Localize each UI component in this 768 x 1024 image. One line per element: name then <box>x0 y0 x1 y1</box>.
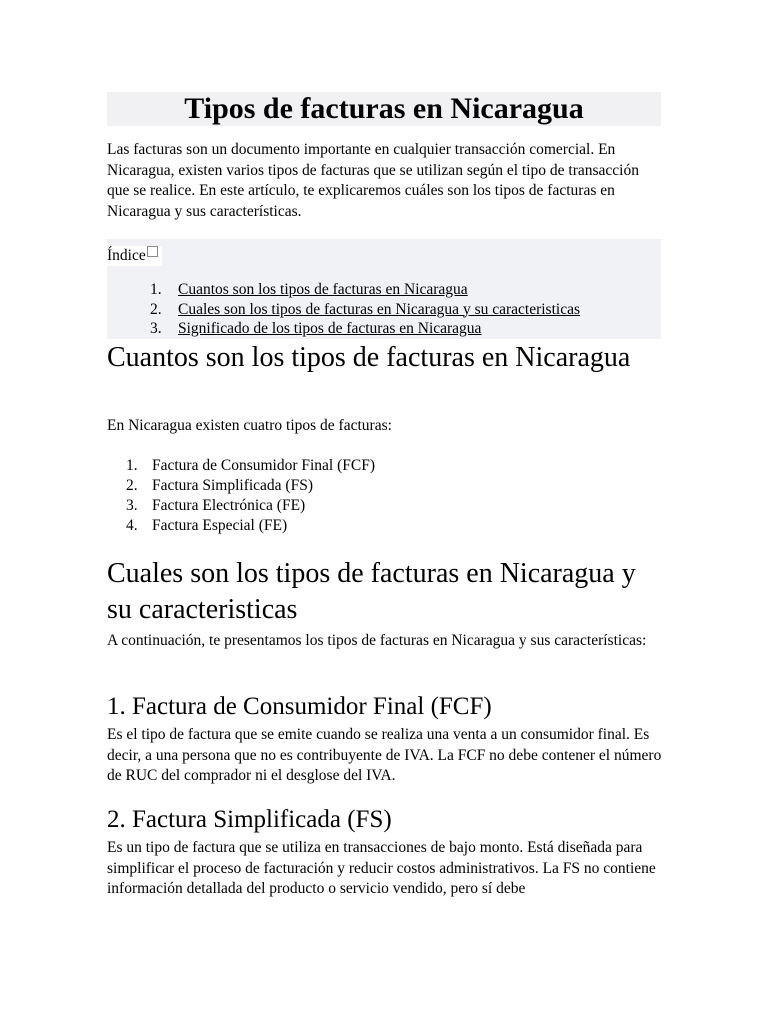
section-heading-cuales: Cuales son los tipos de facturas en Nicaragua y su caracteristicas <box>107 558 636 625</box>
list-item-label: Factura de Consumidor Final (FCF) <box>152 457 376 474</box>
toc-toggle-icon[interactable] <box>147 246 158 257</box>
list-item-number: 3. <box>126 497 138 514</box>
list-item-number: 1. <box>126 457 138 474</box>
list-item-label: Factura Electrónica (FE) <box>152 497 306 514</box>
toc-list <box>150 280 580 339</box>
toc-heading <box>107 246 162 266</box>
toc-item-number: 1. <box>150 281 162 298</box>
list-item-label: Factura Especial (FE) <box>152 517 288 534</box>
toc-heading-label: Índice <box>107 247 146 264</box>
intro-paragraph: Las facturas son un documento importante en cualquier transacción comercial. En Nicaragua, existen varios tipos de facturas que se utilizan según el tipo de transacción que se realice. En este artículo, te explicaremos cuáles son los tipos de facturas en Nicaragua y sus características. <box>107 141 639 220</box>
page-title: Tipos de facturas en Nicaragua <box>184 92 584 125</box>
toc-link-cuales[interactable]: Cuales son los tipos de facturas en Nicaragua y su caracteristicas <box>178 300 580 318</box>
list-item-label: Factura Simplificada (FS) <box>152 477 313 494</box>
list-item <box>126 476 375 496</box>
toc-item <box>150 300 580 320</box>
subsection-heading-fs: 2. Factura Simplificada (FS) <box>107 806 392 833</box>
toc-item-number: 2. <box>150 300 162 318</box>
factura-types-list <box>126 456 375 536</box>
toc-item <box>150 319 580 339</box>
title-banner <box>107 92 661 126</box>
subsection-fcf-text: Es el tipo de factura que se emite cuando se realiza una venta a un consumidor final. Es decir, a una persona que no es contribuyente de IVA. La FCF no debe contener el número de RUC del comprador ni el desglose del IVA. <box>107 726 662 784</box>
list-item <box>126 456 375 476</box>
list-item <box>126 496 375 516</box>
toc-item-number: 3. <box>150 320 162 337</box>
toc-link-cuantos[interactable]: Cuantos son los tipos de facturas en Nicaragua <box>178 281 468 298</box>
list-item <box>126 516 375 536</box>
subsection-fs-text: Es un tipo de factura que se utiliza en transacciones de bajo monto. Está diseñada para simplificar el proceso de facturación y reducir costos administrativos. La FS no contiene información detallada del producto o servicio vendido, pero sí debe <box>107 839 656 897</box>
toc-link-significado[interactable]: Significado de los tipos de facturas en Nicaragua <box>178 320 482 337</box>
toc-item <box>150 280 580 300</box>
section-cuales-text: A continuación, te presentamos los tipos de facturas en Nicaragua y sus características: <box>107 632 647 649</box>
subsection-heading-fcf: 1. Factura de Consumidor Final (FCF) <box>107 693 492 720</box>
section-cuantos-text: En Nicaragua existen cuatro tipos de facturas: <box>107 417 392 434</box>
section-heading-cuantos: Cuantos son los tipos de facturas en Nicaragua <box>107 342 631 373</box>
list-item-number: 4. <box>126 517 138 534</box>
list-item-number: 2. <box>126 477 138 494</box>
